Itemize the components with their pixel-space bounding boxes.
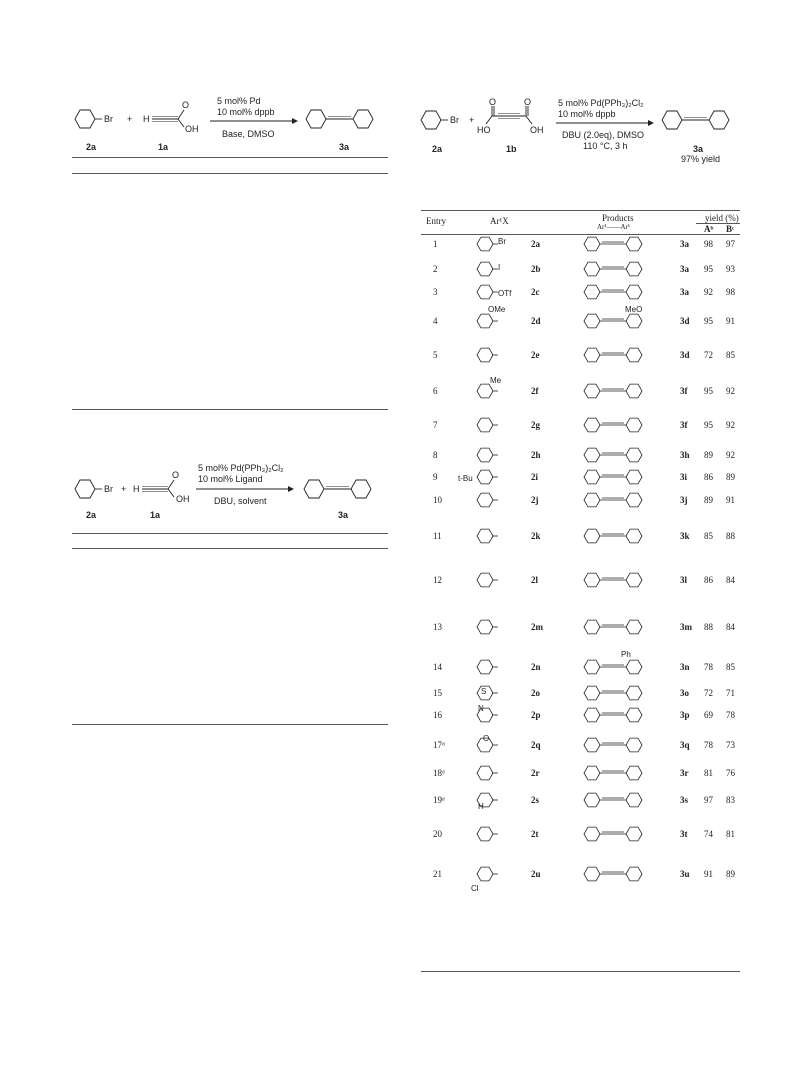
row-yield-a: 95 [704,264,713,274]
row-structure-icon [455,258,715,282]
row-substrate-label: 2i [531,472,539,482]
row-entry: 18ᵈ [433,768,445,778]
row-yield-a: 92 [704,287,713,297]
row-structure-icon [455,616,715,640]
label-ome: OMe [488,305,506,314]
row-yield-b: 71 [726,688,735,698]
header-entry: Entry [426,216,446,226]
row-yield-b: 91 [726,495,735,505]
row-structure-icon [455,569,715,593]
row-yield-b: 92 [726,420,735,430]
row-substrate-label: 2k [531,531,541,541]
row-yield-a: 88 [704,622,713,632]
condition-3: Base, DMSO [222,129,275,139]
reagent-1a-label: 1a [158,142,169,152]
reaction-arrow-icon [196,485,296,493]
diphenylacetylene-structure-icon [305,107,385,137]
row-entry: 2 [433,264,438,274]
row-product-label: 3a [680,239,689,249]
row-yield-a: 97 [704,795,713,805]
row-yield-a: 95 [704,386,713,396]
reaction-arrow-icon [210,117,300,125]
row-product-label: 3r [680,768,689,778]
row-substrate-label: 2t [531,829,539,839]
row-yield-a: 72 [704,688,713,698]
row-yield-b: 73 [726,740,735,750]
row-yield-a: 89 [704,495,713,505]
o-label: O [172,470,180,480]
row-entry: 6 [433,386,438,396]
row-entry: 1 [433,239,438,249]
condition-1: 5 mol% Pd(PPh₃)₂Cl₂ [198,463,284,473]
plus-sign: + [469,115,475,125]
row-yield-b: 78 [726,710,735,720]
row-yield-a: 72 [704,350,713,360]
row-product-label: 3s [680,795,689,805]
row-substrate-label: 2g [531,420,540,430]
condition-2: 10 mol% Ligand [198,474,263,484]
o-label: O [489,97,497,107]
row-substrate-label: 2d [531,316,541,326]
row-entry: 16 [433,710,442,720]
label-meo: MeO [625,305,643,314]
row-structure-icon [455,656,715,680]
row-substrate-label: 2p [531,710,541,720]
header-products: Products [602,213,634,223]
row-substrate-label: 2h [531,450,541,460]
row-yield-b: 92 [726,450,735,460]
row-product-label: 3q [680,740,690,750]
row-yield-b: 85 [726,662,735,672]
row-yield-a: 95 [704,316,713,326]
row-entry: 5 [433,350,438,360]
row-substrate-label: 2a [531,239,540,249]
row-product-label: 3a [680,287,689,297]
row-yield-b: 84 [726,575,735,585]
row-entry: 14 [433,662,442,672]
row-substrate-label: 2e [531,350,540,360]
row-yield-b: 84 [726,622,735,632]
table-rule [72,724,388,725]
row-yield-a: 78 [704,740,713,750]
row-entry: 13 [433,622,442,632]
product-3a-label: 3a [338,510,349,520]
row-structure-icon [455,466,715,490]
row-entry: 20 [433,829,442,839]
reaction-arrow-icon [556,119,656,127]
row-structure-icon [455,281,715,305]
row-structure-icon [455,525,715,549]
row-yield-a: 98 [704,239,713,249]
row-entry: 4 [433,316,438,326]
reagent-2a-label: 2a [86,142,97,152]
row-yield-b: 76 [726,768,735,778]
reagent-2a-label: 2a [432,144,443,154]
header-a: Aᵇ [704,224,714,234]
row-product-label: 3i [680,472,688,482]
row-structure-icon [455,682,715,706]
table-rule [421,210,740,211]
row-yield-b: 81 [726,829,735,839]
row-product-label: 3p [680,710,690,720]
row-product-label: 3m [680,622,692,632]
row-yield-a: 85 [704,531,713,541]
condition-3: DBU, solvent [214,496,267,506]
table-rule [72,157,388,158]
row-yield-b: 89 [726,472,735,482]
row-substrate-label: 2u [531,869,541,879]
table-rule [72,548,388,549]
row-product-label: 3j [680,495,688,505]
table-rule [72,533,388,534]
label-tbu: t-Bu [458,474,473,483]
row-entry: 10 [433,495,442,505]
diphenylacetylene-structure-icon [303,477,383,507]
h-label: H [133,484,140,494]
row-yield-b: 91 [726,316,735,326]
row-substrate-label: 2b [531,264,541,274]
row-entry: 17ᵈ [433,740,445,750]
label-br: Br [498,237,506,246]
br-label: Br [104,114,113,124]
row-yield-a: 86 [704,575,713,585]
condition-2: 10 mol% dppb [217,107,275,117]
row-product-label: 3k [680,531,690,541]
row-yield-b: 88 [726,531,735,541]
row-structure-icon [455,704,715,728]
row-entry: 15 [433,688,442,698]
label-me: Me [490,376,502,385]
table-rule [421,971,740,972]
header-b: Bᶜ [726,224,735,234]
table-rule [72,409,388,410]
row-product-label: 3l [680,575,688,585]
reagent-1b-label: 1b [506,144,517,154]
row-structure-icon [455,823,715,847]
label-ph: Ph [621,650,631,659]
table-rule [72,173,388,174]
oh-label: OH [185,124,199,134]
label-n: N [478,704,484,713]
row-structure-icon [455,444,715,468]
label-s: S [481,687,487,696]
row-substrate-label: 2s [531,795,540,805]
row-product-label: 3d [680,350,690,360]
plus-sign: + [127,114,133,124]
o-label: O [524,97,532,107]
yield-label: 97% yield [681,154,721,164]
row-yield-a: 86 [704,472,713,482]
row-entry: 8 [433,450,438,460]
condition-1: 5 mol% Pd [217,96,261,106]
row-entry: 21 [433,869,442,879]
br-label: Br [104,484,113,494]
row-yield-b: 93 [726,264,735,274]
header-arx: Ar¹X [490,216,509,226]
row-substrate-label: 2m [531,622,543,632]
condition-3: DBU (2.0eq), DMSO [562,130,645,140]
row-yield-a: 74 [704,829,713,839]
br-label: Br [450,115,459,125]
row-entry: 19ᵈ [433,795,445,805]
label-h: H [478,802,484,811]
row-product-label: 3u [680,869,690,879]
product-3a-label: 3a [339,142,350,152]
row-structure-icon [455,789,715,813]
plus-sign: + [121,484,127,494]
row-yield-b: 83 [726,795,735,805]
reagent-2a-label: 2a [86,510,97,520]
row-substrate-label: 2c [531,287,540,297]
row-product-label: 3f [680,420,688,430]
o-label: O [182,100,190,110]
row-structure-icon [455,414,715,438]
row-entry: 7 [433,420,438,430]
row-structure-icon [455,734,715,758]
row-yield-b: 97 [726,239,735,249]
row-yield-a: 91 [704,869,713,879]
row-yield-b: 85 [726,350,735,360]
row-yield-a: 78 [704,662,713,672]
label-cl: Cl [471,884,479,893]
row-entry: 11 [433,531,442,541]
row-substrate-label: 2n [531,662,541,672]
row-structure-icon [455,489,715,513]
row-substrate-label: 2r [531,768,540,778]
row-substrate-label: 2q [531,740,541,750]
row-product-label: 3n [680,662,690,672]
h-label: H [143,114,150,124]
ho-label: HO [477,125,491,135]
row-structure-icon [455,344,715,368]
row-product-label: 3a [680,264,689,274]
row-yield-b: 92 [726,386,735,396]
row-yield-a: 89 [704,450,713,460]
condition-4: 110 °C, 3 h [583,141,628,151]
header-yield: yield (%) [705,213,739,223]
product-3a-label: 3a [693,144,704,154]
row-substrate-label: 2l [531,575,539,585]
row-substrate-label: 2f [531,386,539,396]
oh-label: OH [530,125,544,135]
row-structure-icon [455,863,715,887]
label-i: I [498,263,501,272]
condition-1: 5 mol% Pd(PPh₃)₂Cl₂ [558,98,644,108]
row-substrate-label: 2o [531,688,540,698]
row-yield-a: 69 [704,710,713,720]
row-product-label: 3t [680,829,688,839]
row-entry: 9 [433,472,438,482]
row-product-label: 3h [680,450,690,460]
row-product-label: 3f [680,386,688,396]
row-product-label: 3d [680,316,690,326]
row-yield-a: 81 [704,768,713,778]
label-o: O [483,734,490,743]
row-structure-icon [455,762,715,786]
row-yield-b: 98 [726,287,735,297]
row-entry: 3 [433,287,438,297]
row-yield-b: 89 [726,869,735,879]
row-substrate-label: 2j [531,495,539,505]
oh-label: OH [176,494,190,504]
row-yield-a: 95 [704,420,713,430]
diphenylacetylene-structure-icon [661,108,741,138]
header-products-sub: Ar¹——Ar¹ [597,223,630,231]
condition-2: 10 mol% dppb [558,109,616,119]
label-otf: OTf [498,289,512,298]
row-product-label: 3o [680,688,689,698]
row-structure-icon [455,233,715,257]
reagent-1a-label: 1a [150,510,161,520]
row-entry: 12 [433,575,442,585]
